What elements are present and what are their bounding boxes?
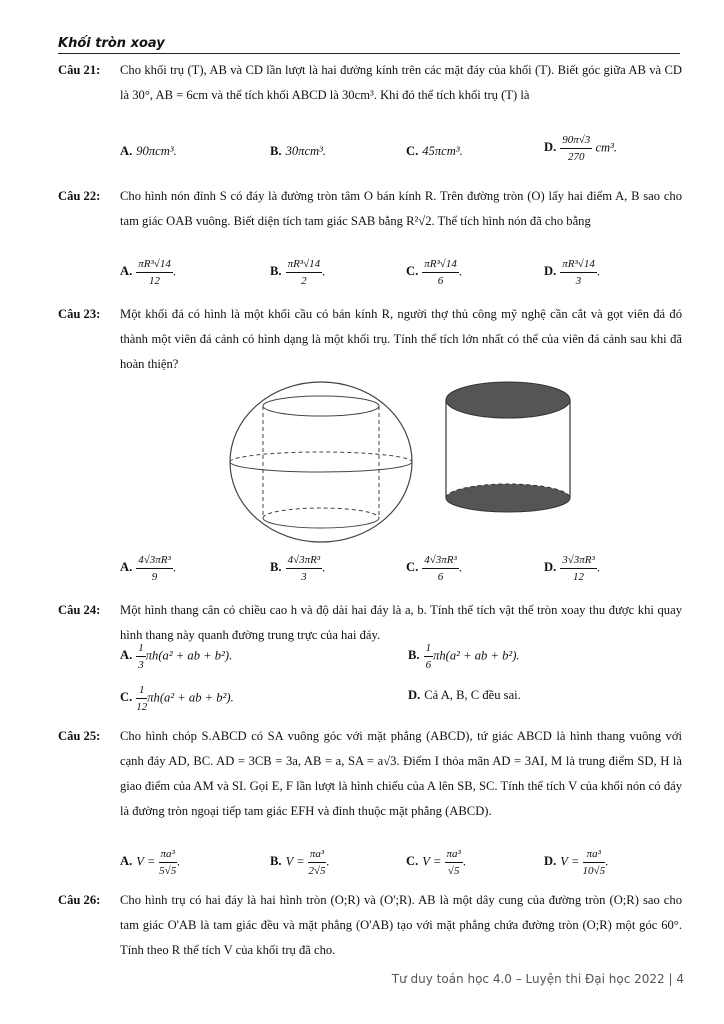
page-footer: Tư duy toán học 4.0 – Luyện thi Đại học 2022 | 4 [391,972,684,986]
question-26 [58,888,682,963]
option-b[interactable]: B. V = $\frac{\text{πa³}}{2√5}$ . [270,848,330,877]
option-a[interactable]: A. V = $\frac{\text{πa³}}{5√5}$ . [120,848,180,877]
question-text: Cho khối trụ (T), AB và CD lần lượt là hai đường kính trên các mặt đáy của khối (T). Biết góc giữa AB và CD là 30°, AB = 6cm và thể tích khối ABCD là 30cm³. Khi đó thể tích khối trụ (T) là [120,63,682,102]
option-c[interactable]: C. V = $\frac{\text{πa³}}{√5}$ . [406,848,466,877]
question-text: Cho hình trụ có hai đáy là hai hình tròn (O;R) và (O';R). AB là một dây cung của đường tròn (O;R) sao cho tam giác O'AB là tam giác đều và mặt phẳng (O'AB) tạo với mặt phẳng chứa đường tròn (O;R) một góc 60°. Tính theo R thể tích V của khối trụ đã cho. [120,893,682,957]
option-c[interactable]: C. $\frac{1}{12}$ πh(a² + ab + b²). [120,684,234,713]
option-a[interactable]: A. $\frac{\text{4√3πR³}}{9}$ . [120,554,176,583]
option-b[interactable]: B. 30πcm³. [270,144,327,158]
option-d[interactable]: D. $\frac{90\pi√3}{270}$ cm³. [544,134,618,163]
question-text: Một hình thang cân có chiều cao h và độ dài hai đáy là a, b. Tính thể tích vật thể tròn xoay thu được khi quay hình thang này quanh đường trung trực của hai đáy. [120,603,682,642]
question-21 [58,58,682,108]
question-label: Câu 24: [58,603,101,617]
sphere-cylinder-figure [228,378,578,544]
question-label: Câu 22: [58,189,101,203]
question-23 [58,302,682,377]
question-text: Cho hình chóp S.ABCD có SA vuông góc với mặt phẳng (ABCD), tứ giác ABCD là hình thang vuông với cạnh đáy AD, BC. AD = 3CB = 3a, AB = a, SA = a√3. Điểm I thỏa mãn AD = 3AI, M là trung điểm SD, H là giao điểm của AM và SI. Gọi E, F lần lượt là hình chiếu của A lên SB, SC. Tính thể tích V của khối nón có đáy là đường tròn ngoại tiếp tam giác EFH và đỉnh thuộc mặt phẳng (ABCD). [120,729,682,818]
option-a[interactable]: A. $\frac{\text{πR³√14}}{12}$ . [120,258,176,287]
option-d[interactable]: D. $\frac{\text{πR³√14}}{3}$ . [544,258,600,287]
option-c[interactable]: C. $\frac{\text{πR³√14}}{6}$ . [406,258,462,287]
option-a[interactable]: A. 90πcm³. [120,144,177,158]
option-d[interactable]: D. Cả A, B, C đều sai. [408,688,521,702]
option-c[interactable]: C. 45πcm³. [406,144,463,158]
question-label: Câu 25: [58,729,101,743]
cylinder [446,382,570,512]
question-25 [58,724,682,824]
option-d[interactable]: D. V = $\frac{\text{πa³}}{10√5}$ . [544,848,609,877]
question-22 [58,184,682,234]
page-header: Khối tròn xoay [58,36,680,54]
question-label: Câu 26: [58,893,101,907]
sphere-with-inscribed-cylinder [230,382,412,542]
question-text: Một khối đá có hình là một khối cầu có bán kính R, người thợ thủ công mỹ nghệ cần cắt và gọt viên đá đó thành một viên đá cảnh có hình dạng là một khối trụ. Tính thể tích lớn nhất có thể của viên đá cảnh sau khi đã hoàn thiện? [120,307,682,371]
option-b[interactable]: B. $\frac{\text{πR³√14}}{2}$ . [270,258,326,287]
option-b[interactable]: B. $\frac{\text{4√3πR³}}{3}$ . [270,554,326,583]
question-text: Cho hình nón đỉnh S có đáy là đường tròn tâm O bán kính R. Trên đường tròn (O) lấy hai điểm A, B sao cho tam giác OAB vuông. Biết diện tích tam giác SAB bằng R²√2. Thể tích hình nón đã cho bằng [120,189,682,228]
option-d[interactable]: D. $\frac{\text{3√3πR³}}{12}$ . [544,554,600,583]
option-b[interactable]: B. $\frac{1}{6}$ πh(a² + ab + b²). [408,642,520,671]
option-c[interactable]: C. $\frac{\text{4√3πR³}}{6}$ . [406,554,462,583]
option-a[interactable]: A. $\frac{1}{3}$ πh(a² + ab + b²). [120,642,233,671]
question-label: Câu 23: [58,307,101,321]
question-label: Câu 21: [58,63,101,77]
